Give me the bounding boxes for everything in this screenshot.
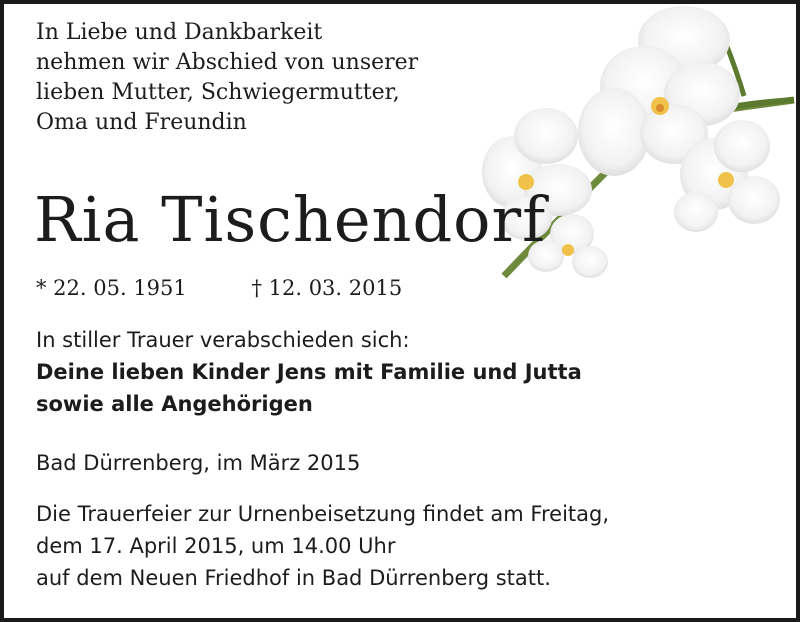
intro-line: In Liebe und Dankbarkeit — [36, 20, 323, 45]
death-date: † 12. 03. 2015 — [251, 276, 403, 300]
intro-line: lieben Mutter, Schwiegermutter, — [36, 80, 400, 105]
funeral-info — [36, 498, 609, 594]
mourners-block — [36, 324, 582, 420]
funeral-line: dem 17. April 2015, um 14.00 Uhr — [36, 534, 396, 558]
life-dates — [36, 274, 402, 302]
mourners-line: Deine lieben Kinder Jens mit Familie und Jutta — [36, 360, 582, 384]
birth-date: * 22. 05. 1951 — [36, 276, 187, 300]
intro-line: nehmen wir Abschied von unserer — [36, 50, 419, 75]
mourners-intro: In stiller Trauer verabschieden sich: — [36, 328, 410, 352]
deceased-name: Ria Tischendorf — [34, 183, 547, 256]
mourners-line: sowie alle Angehörigen — [36, 392, 313, 416]
place-date: Bad Dürrenberg, im März 2015 — [36, 451, 361, 475]
funeral-line: Die Trauerfeier zur Urnenbeisetzung findet am Freitag, — [36, 502, 610, 526]
intro-line: Oma und Freundin — [36, 110, 247, 135]
funeral-line: auf dem Neuen Friedhof in Bad Dürrenberg statt. — [36, 566, 551, 590]
intro-text — [36, 18, 418, 138]
